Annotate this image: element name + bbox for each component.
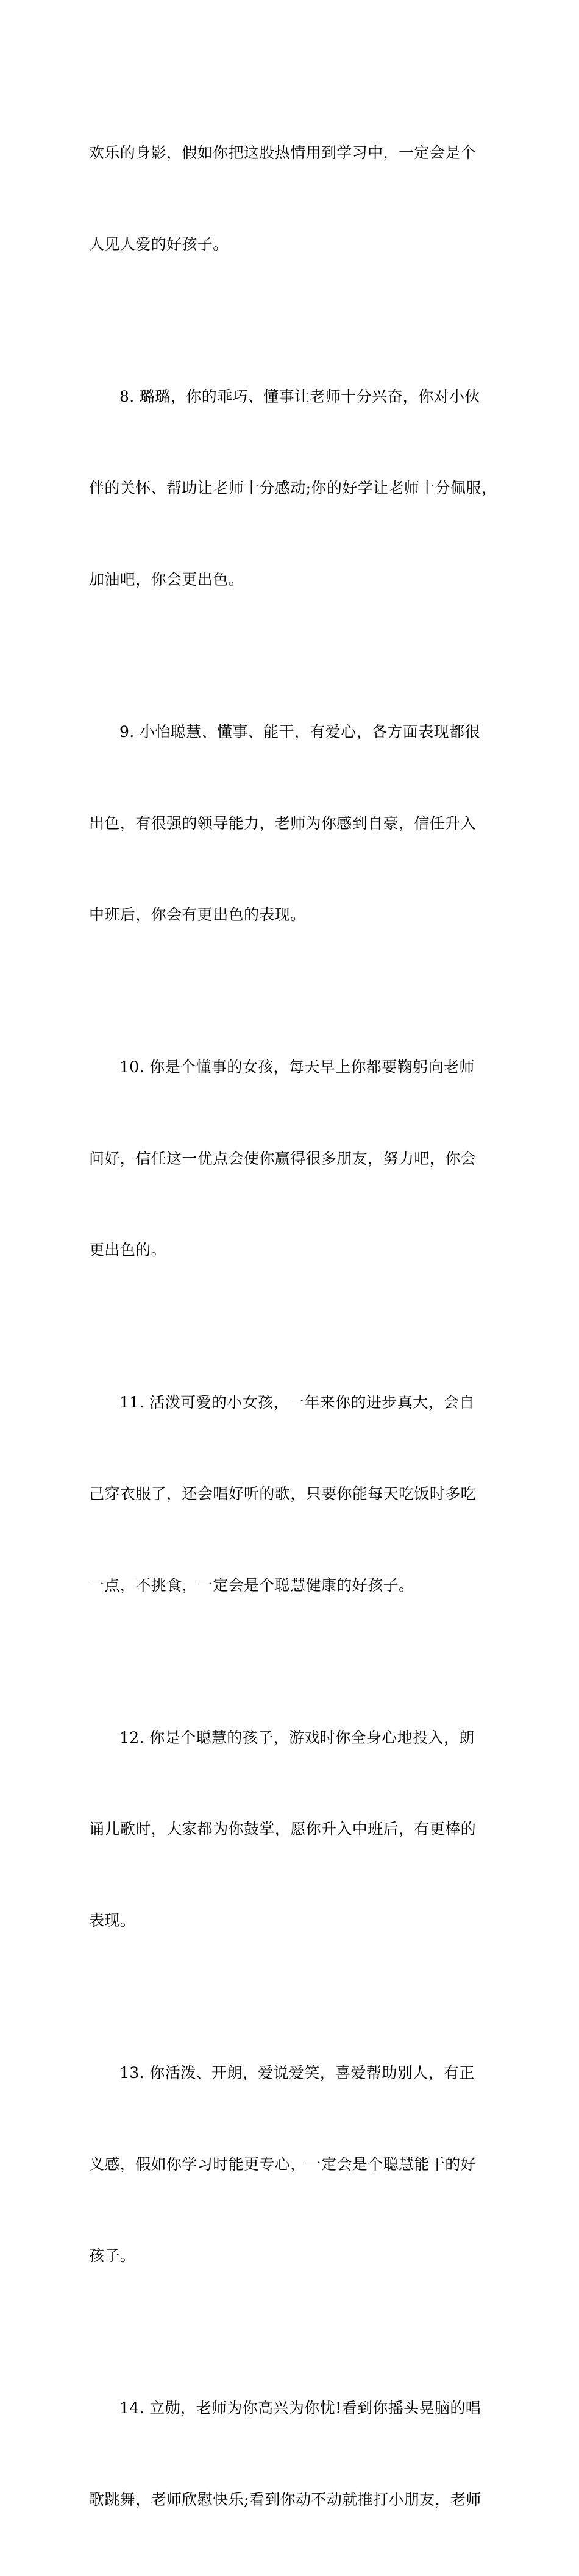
paragraph-continuation (89, 77, 501, 321)
text-line: 歌跳舞，老师欣慰快乐;看到你动不动就推打小朋友，老师 (89, 2491, 481, 2508)
text-line: 更出色的。 (89, 1241, 167, 1259)
document-body (89, 77, 501, 2576)
paragraph-item-10 (89, 991, 501, 1326)
text-line: 问好，信任这一优点会使你赢得很多朋友，努力吧，你会 (89, 1150, 477, 1167)
text-line: 诵儿歌时，大家都为你鼓掌，愿你升入中班后，有更棒的 (89, 1820, 477, 1838)
text-line: 孩子。 (89, 2247, 136, 2265)
text-line: 欢乐的身影，假如你把这股热情用到学习中，一定会是个 (89, 144, 477, 162)
text-line: 13. 你活泼、开朗，爱说爱笑，喜爱帮助别人，有正 (119, 2064, 475, 2082)
text-line: 一点，不挑食，一定会是个聪慧健康的好孩子。 (89, 1576, 414, 1594)
text-line: 己穿衣服了，还会唱好听的歌，只要你能每天吃饭时多吃 (89, 1485, 477, 1503)
text-line: 中班后，你会有更出色的表现。 (89, 906, 306, 923)
text-line: 9. 小怡聪慧、懂事、能干，有爱心，各方面表现都很 (119, 723, 480, 741)
text-line: 14. 立勋，老师为你高兴为你忧!看到你摇头晃脑的唱 (119, 2399, 481, 2417)
text-line: 10. 你是个懂事的女孩，每天早上你都要鞠躬向老师 (119, 1058, 475, 1076)
text-line: 人见人爱的好孩子。 (89, 235, 229, 253)
paragraph-item-11 (89, 1326, 501, 1662)
text-line: 伴的关怀、帮助让老师十分感动;你的好学让老师十分佩服， (89, 479, 497, 497)
text-line: 8. 璐璐，你的乖巧、懂事让老师十分兴奋，你对小伙 (119, 388, 480, 405)
paragraph-item-14 (89, 2332, 501, 2576)
paragraph-item-13 (89, 1997, 501, 2332)
text-line: 12. 你是个聪慧的孩子，游戏时你全身心地投入，朗 (119, 1729, 475, 1746)
paragraph-item-8 (89, 321, 501, 656)
text-line: 11. 活泼可爱的小女孩，一年来你的进步真大，会自 (119, 1393, 475, 1411)
paragraph-item-12 (89, 1662, 501, 1997)
text-line: 出色，有很强的领导能力，老师为你感到自豪，信任升入 (89, 814, 477, 832)
text-line: 加油吧，你会更出色。 (89, 571, 244, 588)
paragraph-item-9 (89, 656, 501, 991)
text-line: 义感，假如你学习时能更专心，一定会是个聪慧能干的好 (89, 2155, 477, 2173)
text-line: 表现。 (89, 1912, 136, 1929)
